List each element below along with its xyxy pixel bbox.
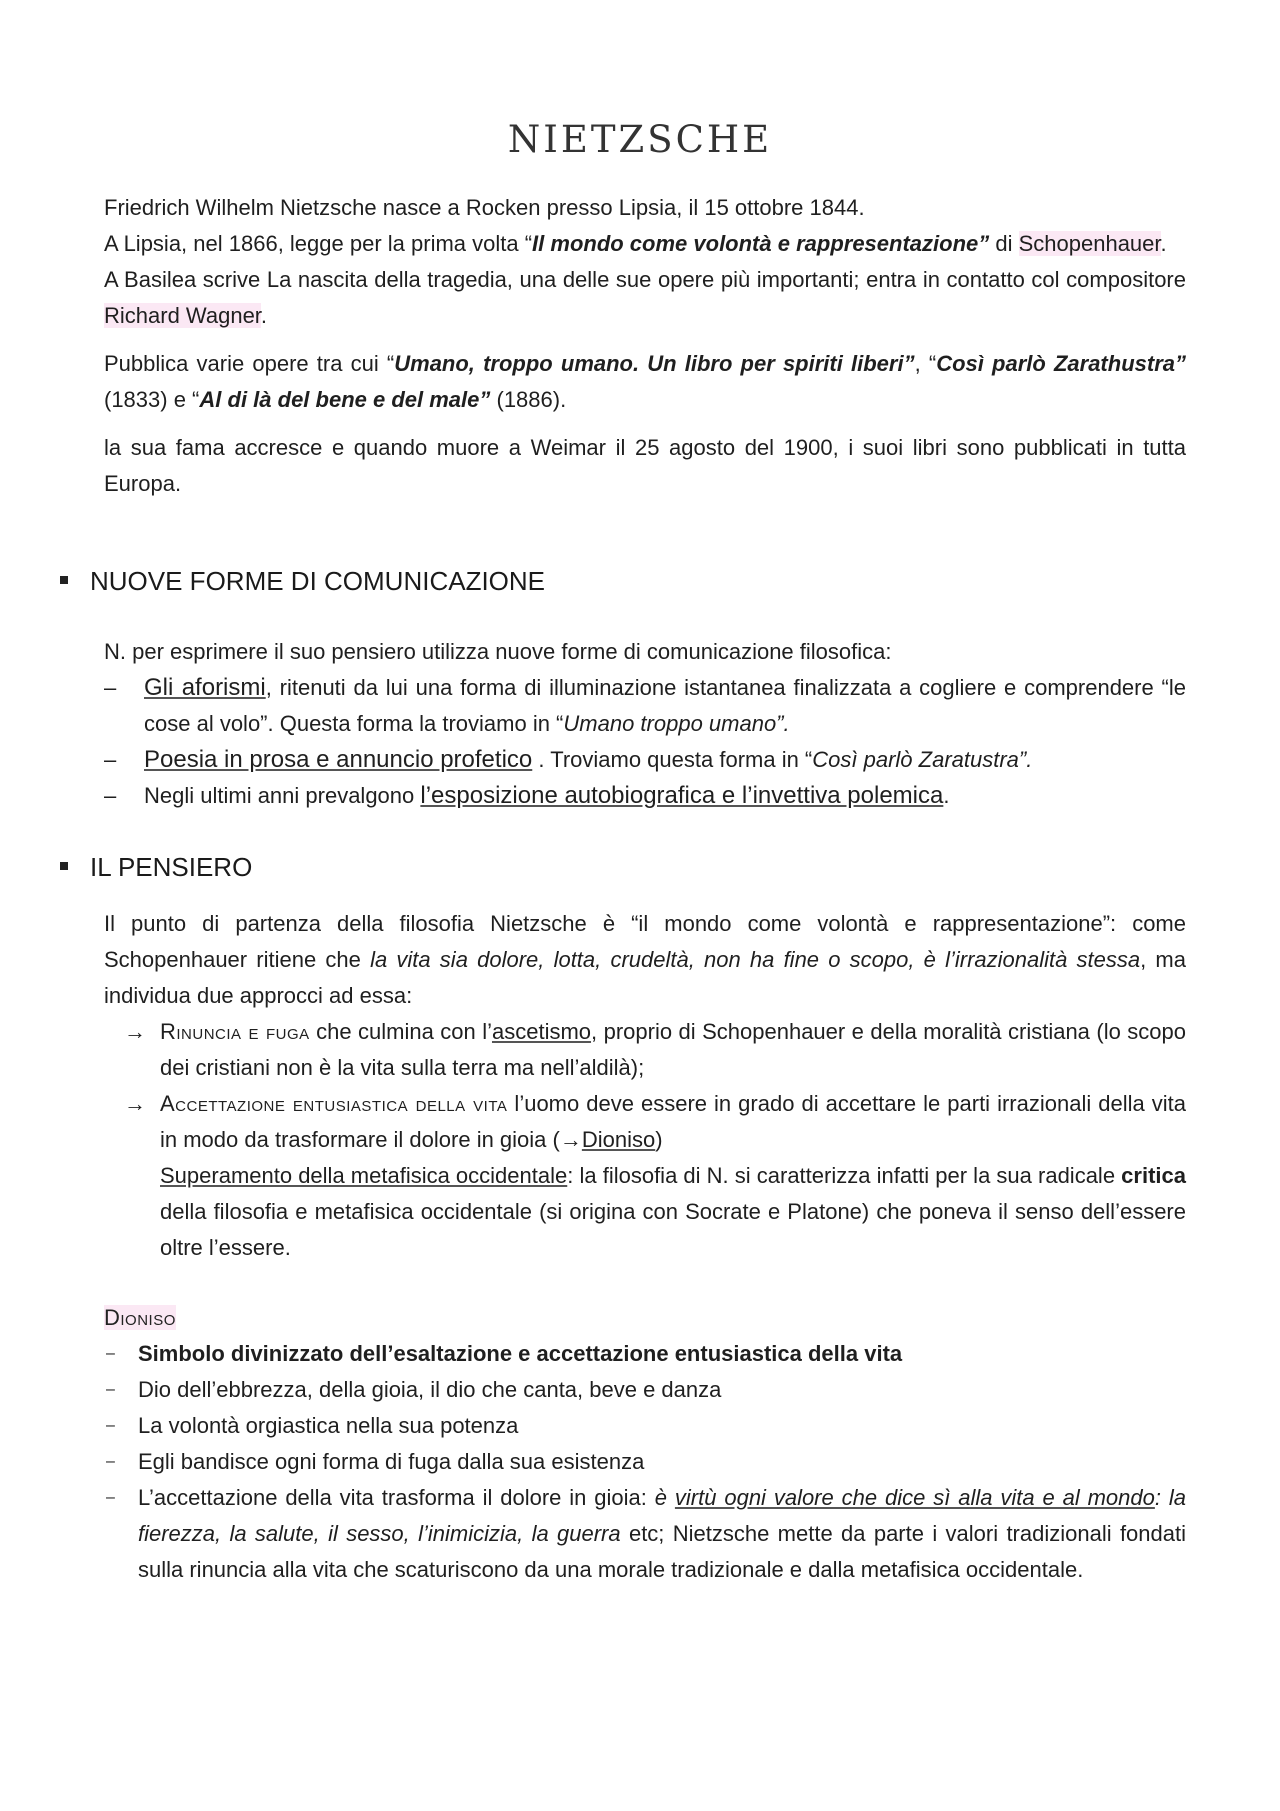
dioniso-item-volonta: – La volontà orgiastica nella sua potenza — [104, 1408, 1186, 1444]
dash-bullet-icon: – — [104, 783, 117, 808]
communication-intro: N. per esprimere il suo pensiero utilizza nuove forme di comunicazione filosofica: — [104, 639, 892, 664]
dash-bullet-icon: – — [106, 1489, 115, 1506]
intro-paragraph-fame: la sua fama accresce e quando muore a Weimar il 25 agosto del 1900, i suoi libri sono pubblicati in tutta Europa. — [104, 435, 1186, 496]
dioniso-item-dio: – Dio dell’ebbrezza, della gioia, il dio che canta, beve e danza — [104, 1372, 1186, 1408]
intro-paragraph-leipzig: A Lipsia, nel 1866, legge per la prima volta “Il mondo come volontà e rappresentazione” di Schopenhauer. — [104, 231, 1167, 256]
pensiero-paragraph: Il punto di partenza della filosofia Nietzsche è “il mondo come volontà e rappresentazione”: come Schopenhauer ritiene che la vita sia dolore, lotta, crudeltà, non ha fine o scopo, è l’irrazionalità stessa, ma individua due approcci ad essa: — [104, 911, 1186, 1008]
arrow-right-icon: → — [124, 1019, 146, 1044]
intro-paragraph-basel: A Basilea scrive La nascita della tragedia, una delle sue opere più importanti; entra in contatto col compositore Richard Wagner. — [104, 267, 1186, 328]
square-bullet-icon — [60, 576, 68, 584]
book-title-schopenhauer: Il mondo come volontà e rappresentazione” — [532, 231, 990, 256]
book-title-aldila: Al di là del bene e del male” — [199, 387, 491, 412]
list-item-poesia: – Poesia in prosa e annuncio profetico . Troviamo questa forma in “Così parlò Zaratustra”. — [104, 742, 1186, 778]
intro-section — [104, 190, 1186, 502]
page-title: NIETZSCHE — [507, 118, 773, 161]
dash-bullet-icon: – — [106, 1453, 115, 1470]
intro-paragraph-works: Pubblica varie opere tra cui “Umano, troppo umano. Un libro per spiriti liberi”, “Così parlò Zarathustra” (1833) e “Al di là del bene e del male” (1886). — [104, 351, 1186, 412]
book-title-umano: Umano, troppo umano. Un libro per spiriti liberi” — [394, 351, 915, 376]
arrow-item-rinuncia: → Rinuncia e fuga che culmina con l’ascetismo, proprio di Schopenhauer e della moralità cristiana (lo scopo dei cristiani non è la vita sulla terra ma nell’aldilà); — [104, 1014, 1186, 1086]
dioniso-item-fuga: – Egli bandisce ogni forma di fuga dalla sua esistenza — [104, 1444, 1186, 1480]
section-heading-communication: NUOVE FORME DI COMUNICAZIONE — [60, 566, 545, 597]
dioniso-item-accettazione: – L’accettazione della vita trasforma il dolore in gioia: è virtù ogni valore che dice sì alla vita e al mondo: la fierezza, la salute, il sesso, l’inimicizia, la guerra etc; Nietzsche mette da parte i valori tradizionali fondati sulla rinuncia alla vita che scaturiscono da una morale tradizionale e dalla metafisica occidentale. — [104, 1480, 1186, 1588]
dash-bullet-icon: – — [106, 1345, 115, 1362]
dioniso-heading: Dioniso — [104, 1305, 176, 1330]
square-bullet-icon — [60, 862, 68, 870]
book-title-zarathustra: Così parlò Zarathustra” — [936, 351, 1186, 376]
dash-bullet-icon: – — [106, 1381, 115, 1398]
dash-bullet-icon: – — [106, 1417, 115, 1434]
pensiero-section — [104, 906, 1186, 1266]
highlight-schopenhauer: Schopenhauer — [1018, 231, 1161, 256]
dioniso-section — [104, 1300, 1186, 1588]
arrow-right-icon: → — [124, 1091, 146, 1116]
section-heading-pensiero: IL PENSIERO — [60, 852, 252, 883]
dash-bullet-icon: – — [104, 675, 117, 700]
intro-paragraph-birth: Friedrich Wilhelm Nietzsche nasce a Rocken presso Lipsia, il 15 ottobre 1844. — [104, 195, 865, 220]
arrow-item-accettazione: → Accettazione entusiastica della vita l’uomo deve essere in grado di accettare le parti irrazionali della vita in modo da trasformare il dolore in gioia (→Dioniso) — [104, 1086, 1186, 1158]
communication-section — [104, 634, 1186, 814]
list-item-aforismi: – Gli aforismi, ritenuti da lui una forma di illuminazione istantanea finalizzata a cogliere e comprendere “le cose al volo”. Questa forma la troviamo in “Umano troppo umano”. — [104, 670, 1186, 742]
dash-bullet-icon: – — [104, 747, 117, 772]
highlight-wagner: Richard Wagner — [104, 303, 261, 328]
paragraph-superamento: Superamento della metafisica occidentale: la filosofia di N. si caratterizza infatti per la sua radicale critica della filosofia e metafisica occidentale (si origina con Socrate e Platone) che poneva il senso dell’essere oltre l’essere. — [160, 1163, 1186, 1260]
list-item-autobiografica: – Negli ultimi anni prevalgono l’esposizione autobiografica e l’invettiva polemica. — [104, 778, 1186, 814]
dioniso-item-simbolo: – Simbolo divinizzato dell’esaltazione e accettazione entusiastica della vita — [104, 1336, 1186, 1372]
